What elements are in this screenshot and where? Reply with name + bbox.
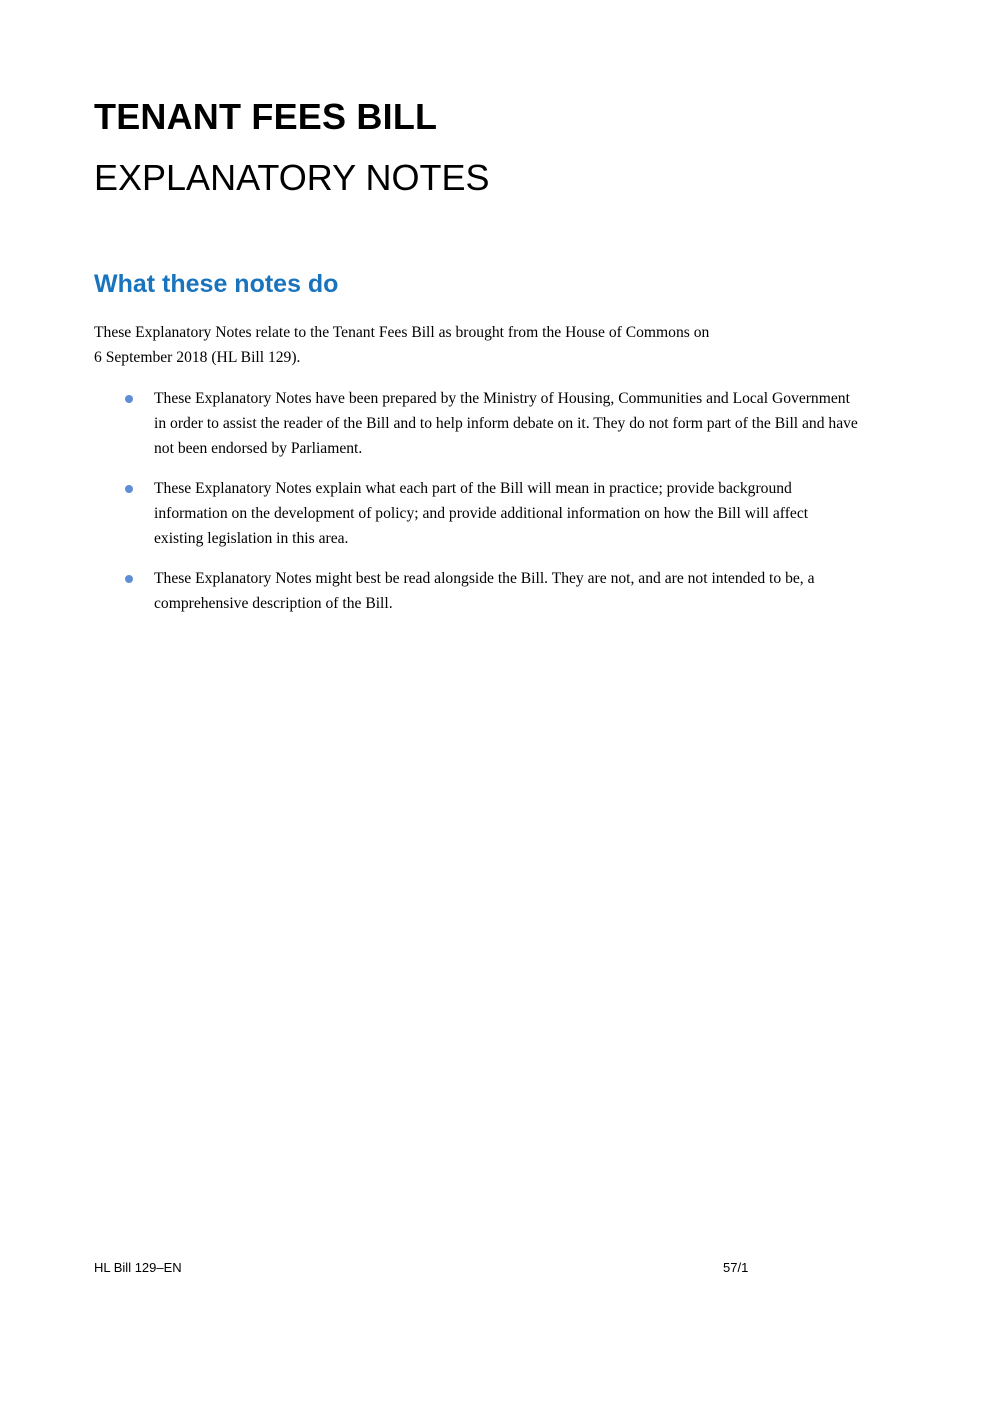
document-title: TENANT FEES BILL bbox=[94, 96, 438, 137]
list-item bbox=[120, 476, 860, 551]
intro-paragraph: These Explanatory Notes relate to the Tenant Fees Bill as brought from the House of Commons on 6 September 2018 (HL Bill 129). bbox=[94, 324, 710, 366]
bullet-text: These Explanatory Notes might best be read alongside the Bill. They are not, and are not intended to be, a comprehensive description of the Bill. bbox=[154, 570, 815, 612]
section-heading: What these notes do bbox=[94, 270, 339, 298]
bullet-text: These Explanatory Notes have been prepared by the Ministry of Housing, Communities and Local Government in order to assist the reader of the Bill and to help inform debate on it. They do not form part of the Bill and have not been endorsed by Parliament. bbox=[154, 390, 858, 457]
list-item bbox=[120, 386, 860, 461]
bullet-dot-icon bbox=[125, 485, 133, 493]
bullet-dot-icon bbox=[125, 575, 133, 583]
bullet-list bbox=[120, 386, 860, 631]
list-item bbox=[120, 566, 860, 616]
document-subtitle: EXPLANATORY NOTES bbox=[94, 157, 490, 198]
bullet-text: These Explanatory Notes explain what each part of the Bill will mean in practice; provide background information on the development of policy; and provide additional information on how the Bill will affect existing legislation in this area. bbox=[154, 480, 809, 547]
footer-bill-reference: HL Bill 129–EN bbox=[94, 1260, 182, 1275]
bullet-dot-icon bbox=[125, 395, 133, 403]
footer-page-reference: 57/1 bbox=[723, 1260, 749, 1275]
